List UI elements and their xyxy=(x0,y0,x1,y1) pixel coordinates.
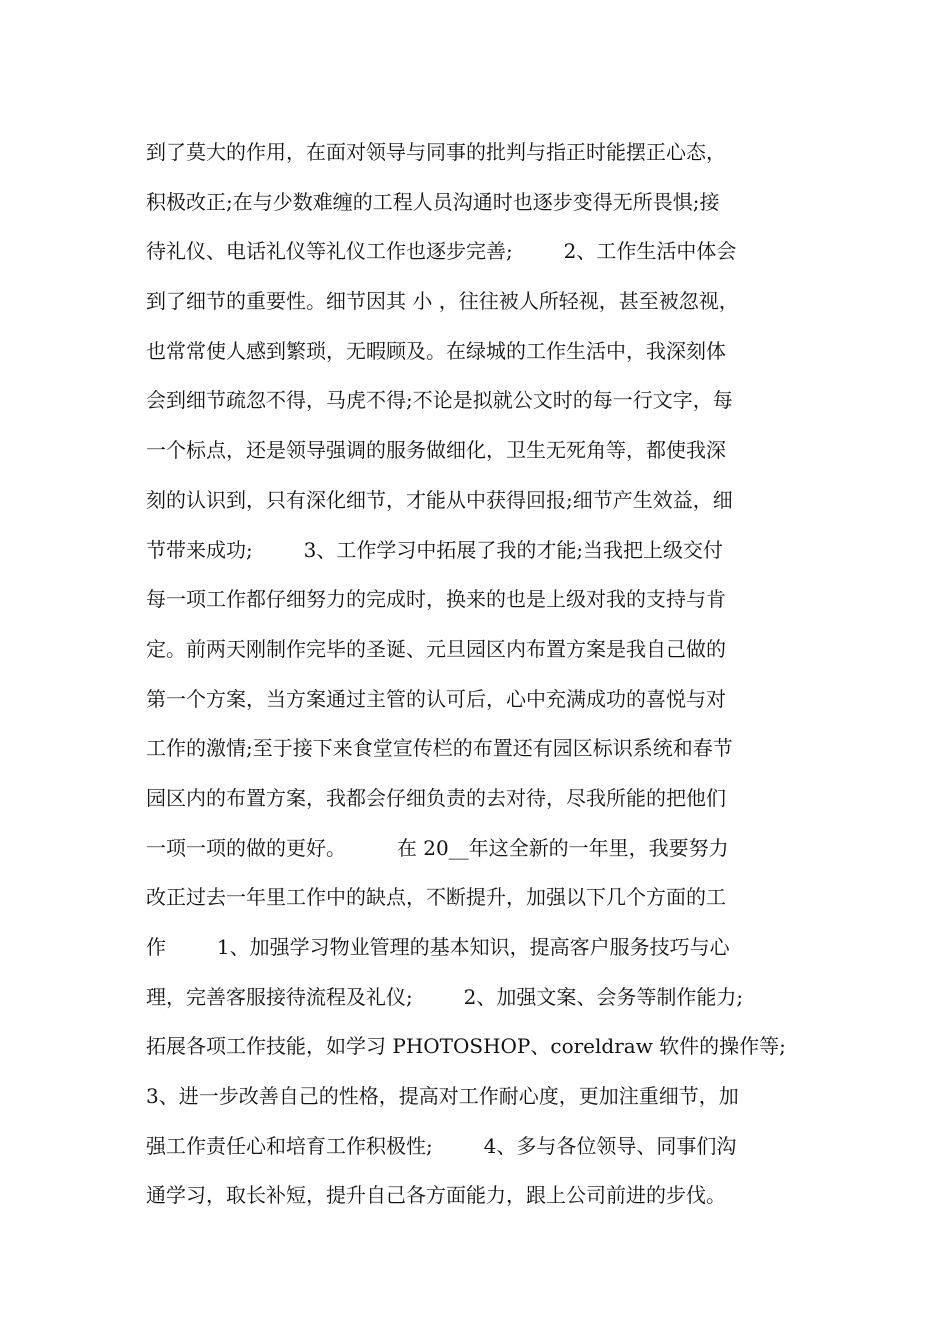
text-line-10: 每一项工作都仔细努力的完成时，换来的也是上级对我的支持与肯 xyxy=(146,587,726,612)
body-text xyxy=(146,128,826,1221)
text-line-12: 第一个方案，当方案通过主管的认可后，心中充满成功的喜悦与对 xyxy=(146,686,726,711)
text-line-4: 到了细节的重要性。细节因其 小 ，往往被人所轻视，甚至被忽视， xyxy=(146,289,739,314)
text-line-17: 作 1、加强学习物业管理的基本知识，提高客户服务技巧与心 xyxy=(146,935,730,959)
text-line-19: 拓展各项工作技能，如学习 PHOTOSHOP、coreldraw 软件的操作等; xyxy=(146,1034,786,1059)
text-line-11: 定。前两天刚制作完毕的圣诞、元旦园区内布置方案是我自己做的 xyxy=(146,636,726,661)
text-line-21: 强工作责任心和培育工作积极性; 4、多与各位领导、同事们沟 xyxy=(146,1133,737,1158)
text-line-14: 园区内的布置方案，我都会仔细负责的去对待，尽我所能的把他们 xyxy=(146,785,726,810)
text-line-3: 待礼仪、电话礼仪等礼仪工作也逐步完善; 2、工作生活中体会 xyxy=(146,239,737,264)
text-line-15: 一项一项的做的更好。 在 20__年这全新的一年里，我要努力 xyxy=(146,835,729,860)
text-line-2: 积极改正;在与少数难缠的工程人员沟通时也逐步变得无所畏惧;接 xyxy=(146,189,720,214)
text-line-8: 刻的认识到，只有深化细节，才能从中获得回报;细节产生效益，细 xyxy=(146,487,733,512)
text-line-16: 改正过去一年里工作中的缺点，不断提升，加强以下几个方面的工 xyxy=(146,885,726,910)
text-line-1: 到了莫大的作用，在面对领导与同事的批判与指正时能摆正心态， xyxy=(146,140,726,164)
text-line-18: 理，完善客服接待流程及礼仪; 2、加强文案、会务等制作能力; xyxy=(146,984,744,1009)
text-line-9: 节带来成功; 3、工作学习中拓展了我的才能;当我把上级交付 xyxy=(146,537,724,562)
text-line-20: 3、进一步改善自己的性格，提高对工作耐心度，更加注重细节，加 xyxy=(146,1084,739,1109)
text-line-6: 会到细节疏忽不得，马虎不得;不论是拟就公文时的每一行文字，每 xyxy=(146,388,733,413)
text-line-13: 工作的激情;至于接下来食堂宣传栏的布置还有园区标识系统和春节 xyxy=(146,736,733,761)
text-line-22: 通学习，取长补短，提升自己各方面能力，跟上公司前进的步伐。 xyxy=(146,1183,726,1208)
text-line-5: 也常常使人感到繁琐，无暇顾及。在绿城的工作生活中，我深刻体 xyxy=(146,338,726,363)
text-line-7: 一个标点，还是领导强调的服务做细化，卫生无死角等，都使我深 xyxy=(146,438,726,463)
